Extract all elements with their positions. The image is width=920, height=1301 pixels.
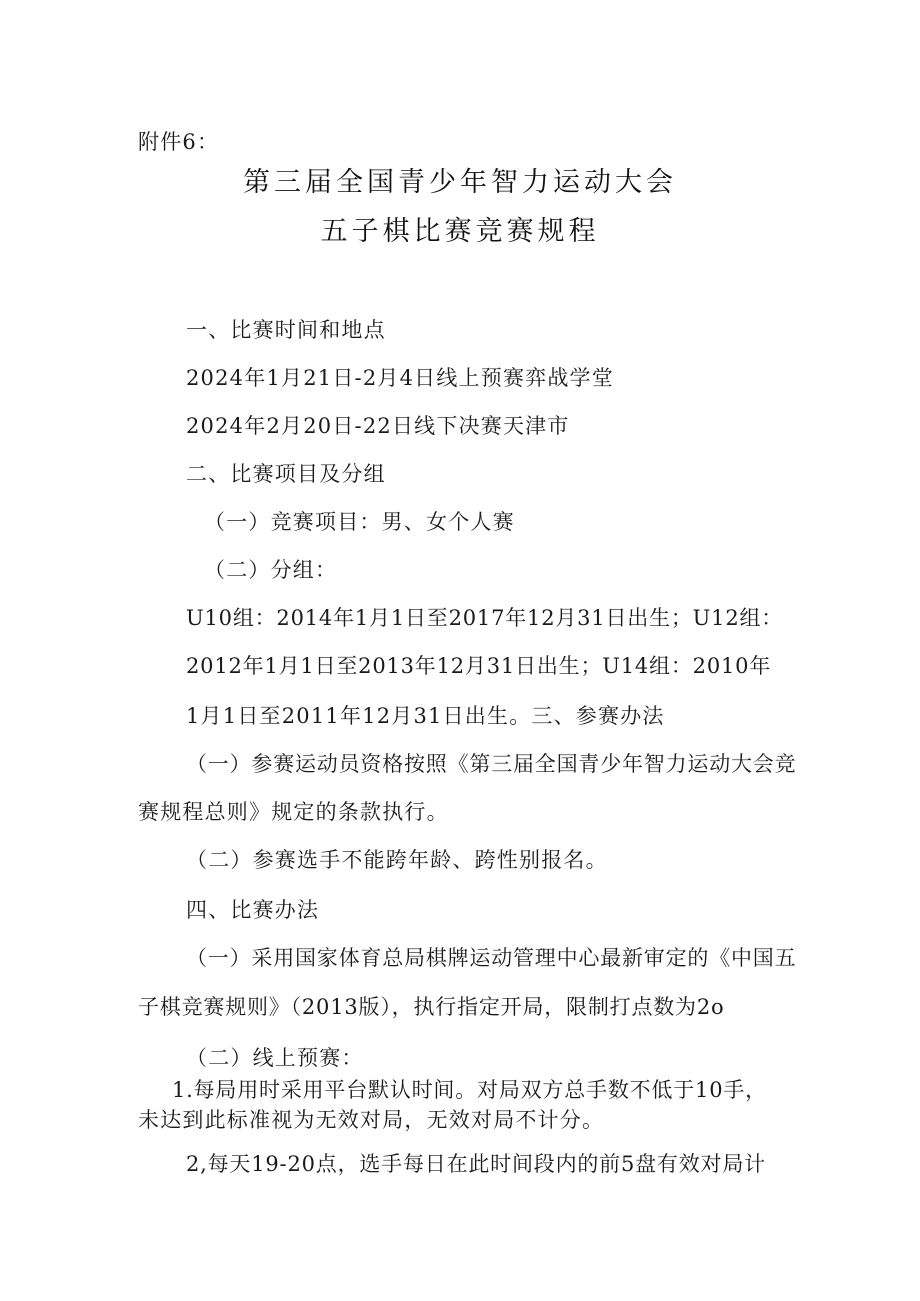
paragraph-line: 赛规程总则》规定的条款执行。: [138, 800, 449, 824]
paragraph-line: （一）参赛运动员资格按照《第三届全国青少年智力运动大会竞: [186, 752, 797, 776]
section-heading: 四、比赛办法: [186, 898, 320, 922]
paragraph-line: U10组：2014年1月1日至2017年12月31日出生；U12组：: [186, 606, 784, 630]
paragraph-line: （二）参赛选手不能跨年龄、跨性别报名。: [186, 848, 608, 872]
paragraph-line: 2024年1月21日-2月4日线上预赛弈战学堂: [186, 366, 614, 390]
paragraph-line: 子棋竞赛规则》（2013版），执行指定开局，限制打点数为2o: [138, 995, 725, 1019]
paragraph-line: 2,每天19-20点，选手每日在此时间段内的前5盘有效对局计: [186, 1152, 766, 1176]
section-heading: 二、比赛项目及分组: [186, 462, 386, 486]
attachment-label: 附件6：: [138, 130, 220, 154]
section-heading: 一、比赛时间和地点: [186, 318, 386, 342]
paragraph-line: 1月1日至2011年12月31日出生。三、参赛办法: [186, 704, 665, 728]
paragraph-line: （一）竞赛项目：男、女个人赛: [204, 510, 515, 534]
document-title-line-2: 五子棋比赛竞赛规程: [320, 216, 600, 247]
paragraph-line: 未达到此标准视为无效对局，无效对局不计分。: [138, 1108, 605, 1132]
paragraph-line: 2012年1月1日至2013年12月31日出生；U14组：2010年: [186, 654, 772, 678]
paragraph-line: （一）采用国家体育总局棋牌运动管理中心最新审定的《中国五: [186, 946, 797, 970]
paragraph-line: 1.每局用时采用平台默认时间。对局双方总手数不低于10手，: [172, 1078, 767, 1102]
document-title-line-1: 第三届全国青少年智力运动大会: [243, 167, 677, 198]
paragraph-line: （二）线上预赛：: [186, 1046, 364, 1070]
paragraph-line: 2024年2月20日-22日线下决赛天津市: [186, 414, 570, 438]
paragraph-line: （二）分组：: [204, 558, 338, 582]
